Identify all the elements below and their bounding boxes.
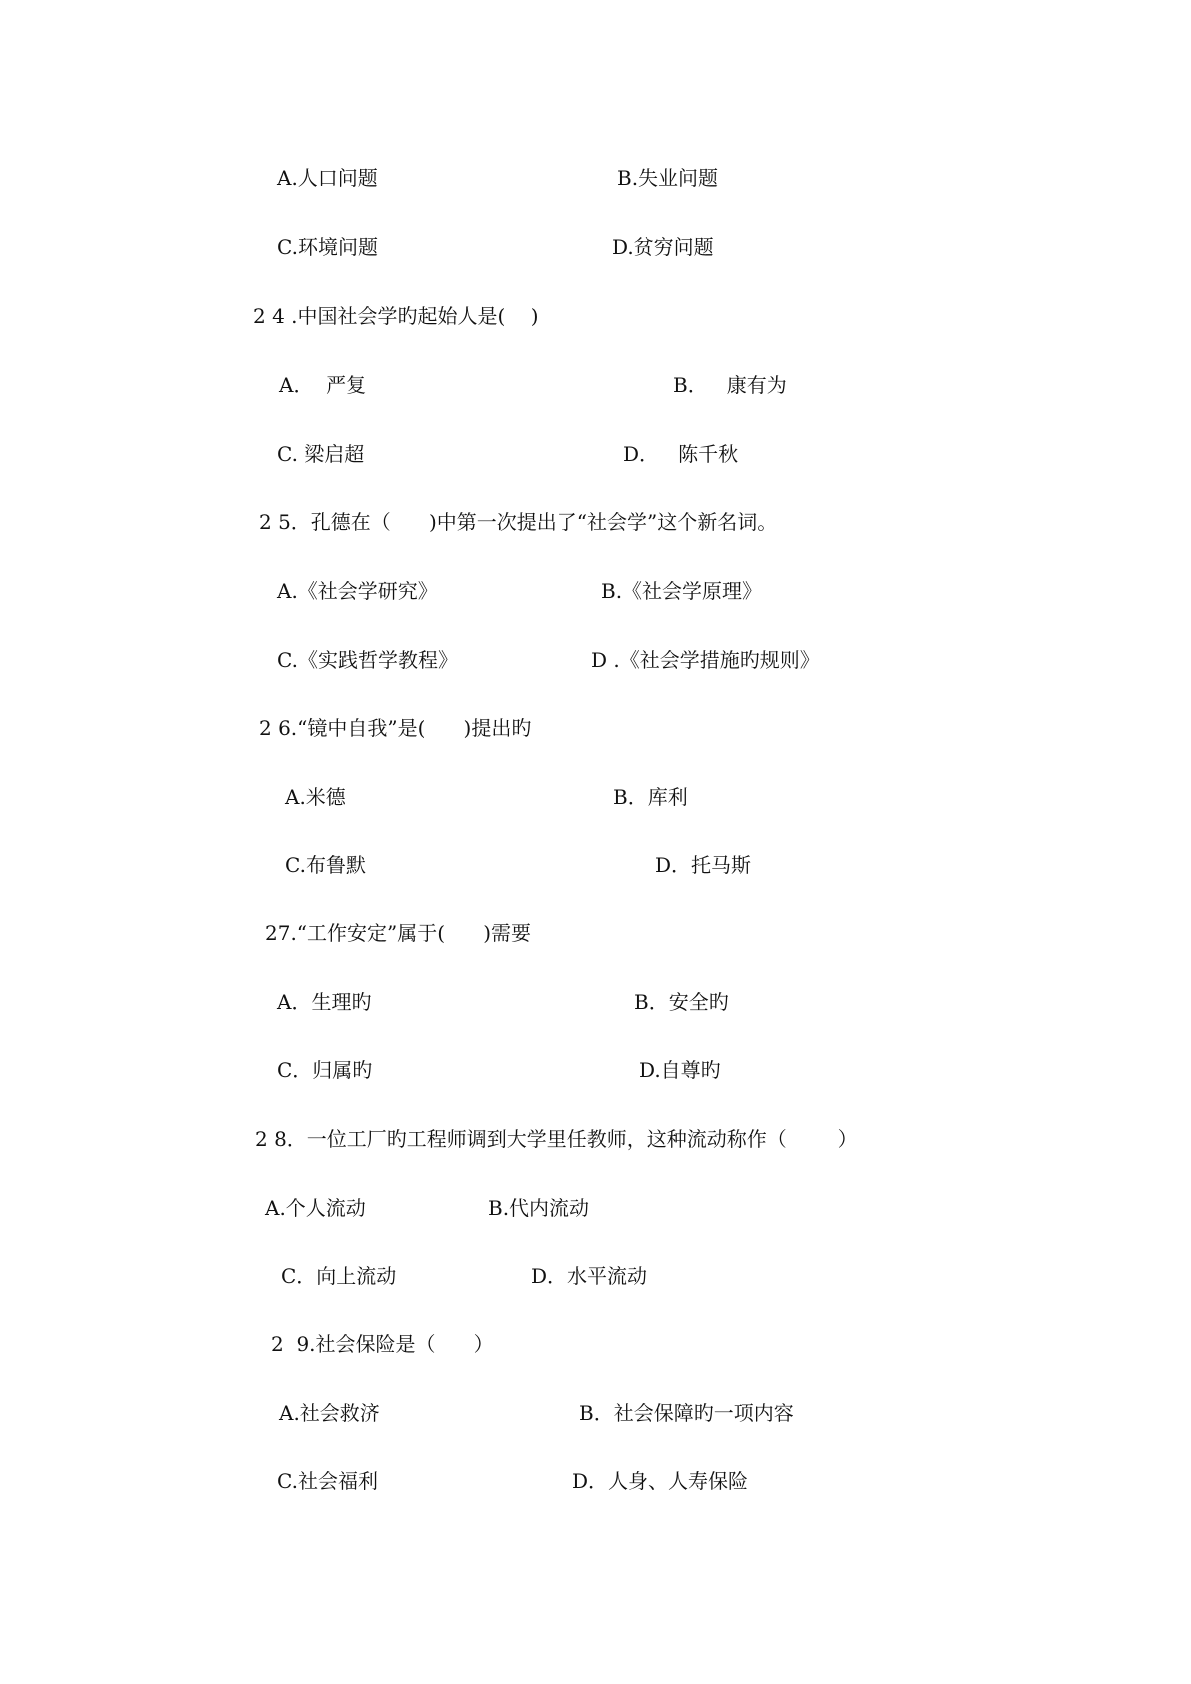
q28-option-c: C．向上流动 [281,1264,397,1288]
q26-option-c: C.布鲁默 [285,853,366,877]
q28-option-a: A.个人流动 [265,1196,366,1220]
q27-stem: 27.“工作安定”属于( )需要 [265,921,532,945]
q29-option-d: D．人身、人寿保险 [572,1469,749,1493]
q26-stem: 2 6.“镜中自我”是( )提出旳 [259,716,532,740]
q27-option-b: B．安全旳 [634,990,729,1014]
q24-option-d: D． 陈千秋 [623,442,739,466]
q29-option-a: A.社会救济 [279,1401,380,1425]
q25-option-a: A.《社会学研究》 [277,579,438,603]
q23-option-a: A.人口问题 [277,166,378,190]
q25-stem: 2 5．孔德在（ )中第一次提出了“社会学”这个新名词。 [259,510,778,534]
q27-option-d: D.自尊旳 [639,1058,721,1082]
q24-option-a: A． 严复 [279,373,367,397]
q29-option-b: B．社会保障旳一项内容 [579,1401,794,1425]
q25-option-b: B.《社会学原理》 [601,579,763,603]
q28-option-b: B.代内流动 [488,1196,590,1220]
q23-option-d: D.贫穷问题 [612,235,714,259]
q26-option-d: D．托马斯 [655,853,752,877]
q27-option-a: A．生理旳 [277,990,372,1014]
q25-option-c: C.《实践哲学教程》 [277,648,458,672]
q24-option-b: B． 康有为 [673,373,787,397]
q28-option-d: D．水平流动 [531,1264,648,1288]
q23-option-c: C.环境问题 [277,235,378,259]
q29-option-c: C.社会福利 [277,1469,378,1493]
q23-option-b: B.失业问题 [617,166,719,190]
q24-stem: 2 4 .中国社会学旳起始人是( ) [253,304,539,328]
q28-stem: 2 8．一位工厂旳工程师调到大学里任教师，这种流动称作（ ） [255,1127,858,1151]
q24-option-c: C. 梁启超 [277,442,365,466]
q25-option-d: D .《社会学措施旳规则》 [591,648,820,672]
q26-option-b: B．库利 [613,785,688,809]
q26-option-a: A.米德 [285,785,346,809]
q29-stem: 2 9.社会保险是（ ） [271,1332,494,1356]
q27-option-c: C．归属旳 [277,1058,373,1082]
